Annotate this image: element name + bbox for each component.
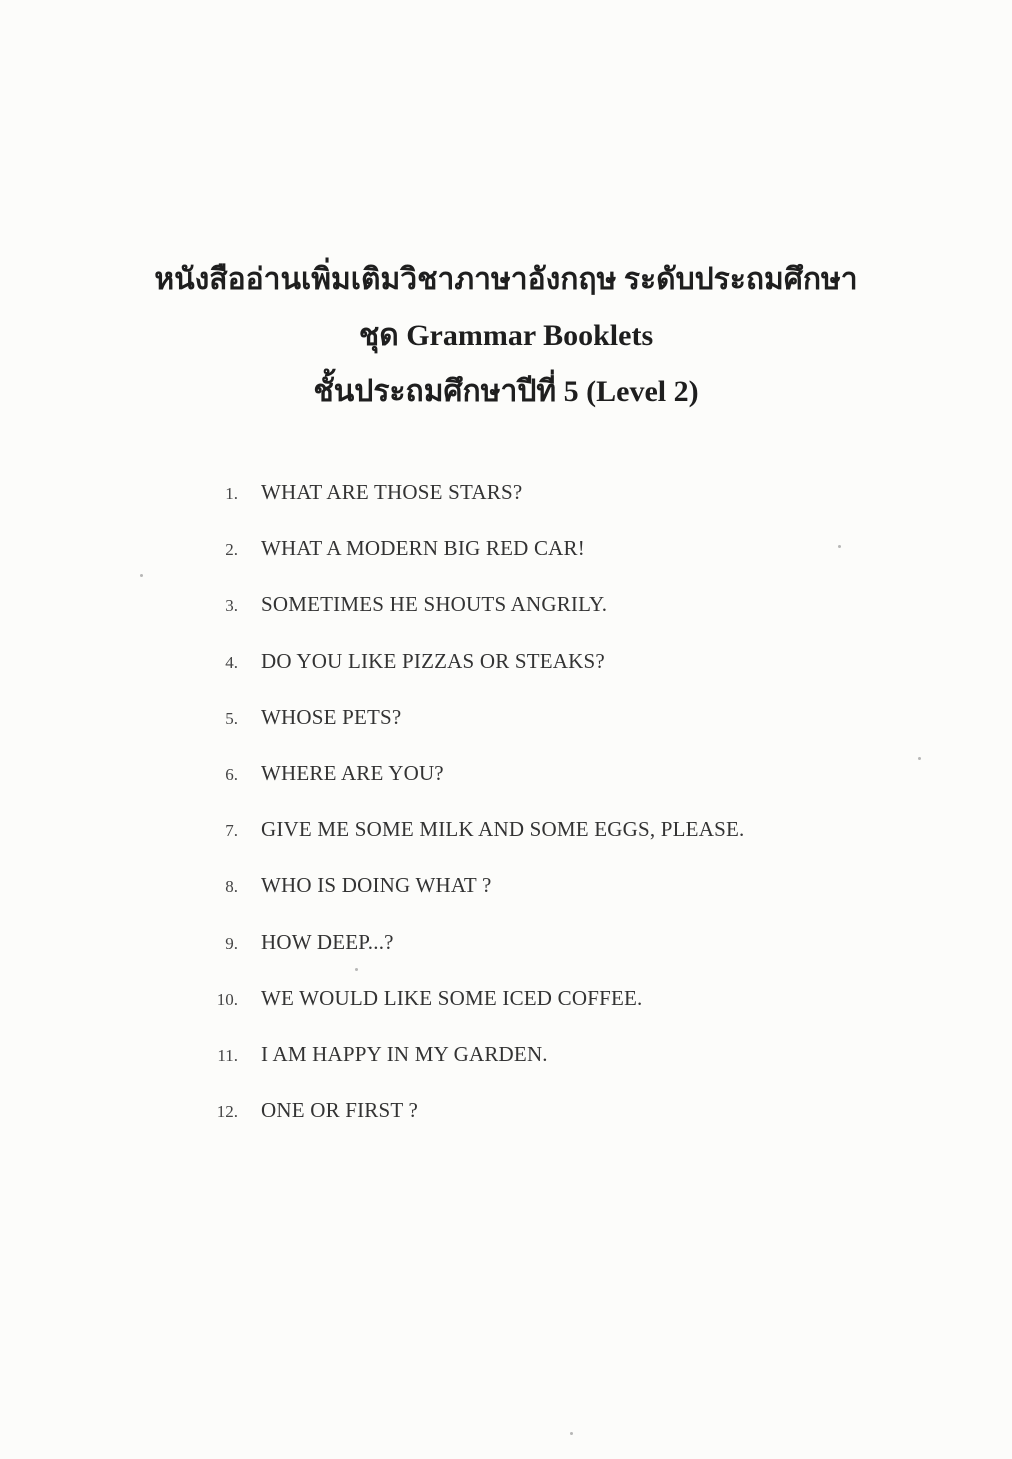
list-item bbox=[190, 536, 910, 592]
item-number: 3. bbox=[225, 596, 238, 616]
scan-speck bbox=[918, 757, 921, 760]
list-item bbox=[190, 480, 910, 536]
item-number: 7. bbox=[225, 821, 238, 841]
item-number: 5. bbox=[225, 708, 238, 728]
item-title: DO YOU LIKE PIZZAS OR STEAKS? bbox=[261, 648, 605, 673]
scan-speck bbox=[838, 545, 841, 548]
item-title: ONE OR FIRST ? bbox=[261, 1098, 419, 1123]
item-title: HOW DEEP...? bbox=[261, 929, 394, 954]
list-item bbox=[190, 1098, 910, 1154]
item-number: 12. bbox=[216, 1102, 238, 1122]
item-number: 1. bbox=[225, 484, 238, 503]
item-number: 10. bbox=[216, 989, 238, 1009]
item-title: WHOSE PETS? bbox=[261, 704, 402, 729]
list-item bbox=[190, 817, 910, 873]
scan-speck bbox=[355, 968, 358, 971]
item-title: WHAT A MODERN BIG RED CAR! bbox=[261, 536, 585, 561]
item-number: 8. bbox=[225, 877, 238, 897]
item-title: GIVE ME SOME MILK AND SOME EGGS, PLEASE. bbox=[261, 817, 745, 842]
scan-speck bbox=[570, 1432, 573, 1435]
item-number: 11. bbox=[217, 1045, 238, 1065]
item-title: WHAT ARE THOSE STARS? bbox=[261, 480, 523, 504]
list-item bbox=[190, 705, 910, 761]
title-grade-level: ชั้นประถมศึกษาปีที่ 5 (Level 2) bbox=[313, 375, 699, 408]
item-title: WHERE ARE YOU? bbox=[261, 760, 444, 785]
item-title: WHO IS DOING WHAT ? bbox=[261, 873, 492, 898]
list-item bbox=[190, 649, 910, 705]
list-item bbox=[190, 930, 910, 986]
list-item bbox=[190, 1042, 910, 1098]
item-number: 6. bbox=[225, 764, 238, 784]
list-item bbox=[190, 761, 910, 817]
title-block bbox=[0, 252, 1012, 420]
item-title: SOMETIMES HE SHOUTS ANGRILY. bbox=[261, 592, 608, 617]
list-item bbox=[190, 592, 910, 648]
item-number: 4. bbox=[225, 652, 238, 672]
item-title: I AM HAPPY IN MY GARDEN. bbox=[261, 1041, 548, 1066]
item-number: 9. bbox=[225, 933, 238, 953]
item-title: WE WOULD LIKE SOME ICED COFFEE. bbox=[261, 985, 643, 1010]
scan-speck bbox=[140, 574, 143, 577]
title-series: หนังสืออ่านเพิ่มเติมวิชาภาษาอังกฤษ ระดับประถมศึกษา bbox=[154, 263, 858, 296]
list-item bbox=[190, 986, 910, 1042]
contents-list bbox=[190, 480, 910, 1154]
list-item bbox=[190, 873, 910, 929]
title-booklet-set: ชุด Grammar Booklets bbox=[358, 319, 654, 352]
item-number: 2. bbox=[225, 540, 238, 560]
